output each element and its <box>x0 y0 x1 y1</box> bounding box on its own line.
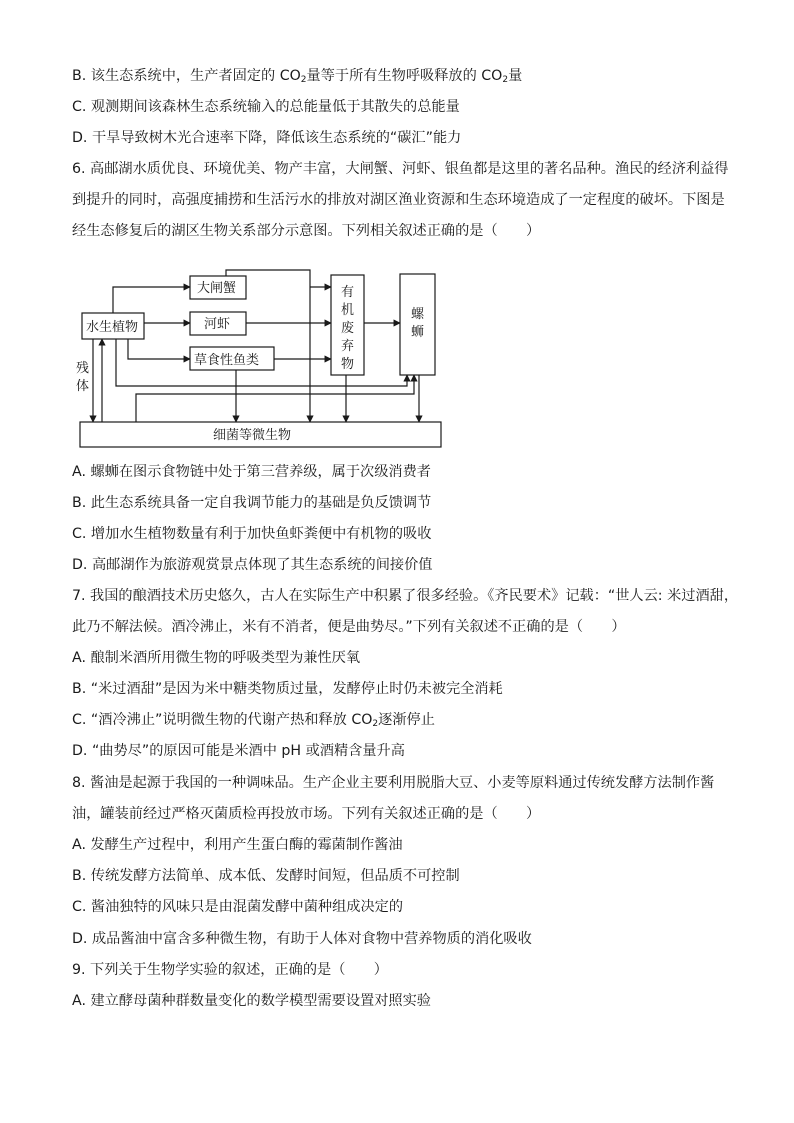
question-6-stem-line-3: 经生态修复后的湖区生物关系部分示意图。下列相关叙述正确的是（ ） <box>72 223 541 239</box>
label-residue-char: 残 <box>76 361 90 376</box>
question-8-stem-line-1: 8. 酱油是起源于我国的一种调味品。生产企业主要利用脱脂大豆、小麦等原料通过传统发酵方法制作酱 <box>72 775 715 791</box>
label-organic-waste-char: 物 <box>341 357 355 372</box>
label-crab: 大闸蟹 <box>197 281 237 296</box>
question-7-option-d: D. “曲势尽”的原因可能是米酒中 pH 或酒精含量升高 <box>72 743 405 759</box>
question-7-option-b: B. “米过酒甜”是因为米中糖类物质过量，发酵停止时仍未被完全消耗 <box>72 681 503 697</box>
label-fish: 草食性鱼类 <box>194 353 260 368</box>
subscript: 2 <box>300 75 307 85</box>
question-7-stem-line-2: 此乃不解法候。酒冷沸止，米有不消者，便是曲势尽。”下列有关叙述不正确的是（ ） <box>72 619 626 635</box>
label-residue-char: 体 <box>76 379 90 394</box>
question-6-option-c: C. 增加水生植物数量有利于加快鱼虾粪便中有机物的吸收 <box>72 526 432 542</box>
label-microbes: 细菌等微生物 <box>213 428 292 443</box>
question-7-option-a: A. 酿制米酒所用微生物的呼吸类型为兼性厌氧 <box>72 650 361 666</box>
question-6-option-b: B. 此生态系统具备一定自我调节能力的基础是负反馈调节 <box>72 495 432 511</box>
label-shrimp: 河虾 <box>204 317 231 332</box>
subscript: 2 <box>372 719 379 729</box>
label-organic-waste-char: 废 <box>341 321 355 336</box>
question-8-option-a: A. 发酵生产过程中，利用产生蛋白酶的霉菌制作酱油 <box>72 837 403 853</box>
label-organic-waste-char: 机 <box>341 303 355 318</box>
text-segment: 逐渐停止 <box>378 712 435 728</box>
question-8-option-c: C. 酱油独特的风味只是由混菌发酵中菌种组成决定的 <box>72 899 404 915</box>
question-6-option-a: A. 螺蛳在图示食物链中处于第三营养级，属于次级消费者 <box>72 464 431 480</box>
label-snail-char: 蛳 <box>411 325 425 340</box>
subscript: 2 <box>502 75 509 85</box>
text-segment: 量等于所有生物呼吸释放的 CO <box>306 68 503 84</box>
text-segment: C. “酒冷沸止”说明微生物的代谢产热和释放 CO <box>72 712 373 728</box>
question-7-option-c <box>72 710 435 730</box>
label-aquatic-plants: 水生植物 <box>86 320 139 335</box>
question-9-option-a: A. 建立酵母菌种群数量变化的数学模型需要设置对照实验 <box>72 993 431 1009</box>
question-6-stem-line-1: 6. 高邮湖水质优良、环境优美、物产丰富，大闸蟹、河虾、银鱼都是这里的著名品种。渔民的经济利益得 <box>72 161 729 177</box>
lake-food-web-diagram <box>76 268 446 453</box>
label-organic-waste-char: 有 <box>341 285 355 300</box>
label-snail-char: 螺 <box>411 307 425 322</box>
question-5-option-c: C. 观测期间该森林生态系统输入的总能量低于其散失的总能量 <box>72 99 460 115</box>
question-7-stem-line-1: 7. 我国的酿酒技术历史悠久，古人在实际生产中积累了很多经验。《齐民要术》记载：“世人云: 米过酒甜， <box>72 588 739 604</box>
question-8-stem-line-2: 油，罐装前经过严格灭菌质检再投放市场。下列有关叙述正确的是（ ） <box>72 806 541 822</box>
question-9-stem: 9. 下列关于生物学实验的叙述，正确的是（ ） <box>72 962 388 978</box>
label-organic-waste-char: 弃 <box>341 339 355 354</box>
question-8-option-b: B. 传统发酵方法简单、成本低、发酵时间短，但品质不可控制 <box>72 868 460 884</box>
question-6-stem-line-2: 到提升的同时，高强度捕捞和生活污水的排放对湖区渔业资源和生态环境造成了一定程度的破坏。下图是 <box>72 192 725 208</box>
question-5-option-d: D. 干旱导致树木光合速率下降，降低该生态系统的“碳汇”能力 <box>72 130 462 146</box>
text-segment: 量 <box>508 68 523 84</box>
question-5-option-b <box>72 66 522 86</box>
text-segment: B. 该生态系统中，生产者固定的 CO <box>72 68 301 84</box>
question-6-option-d: D. 高邮湖作为旅游观赏景点体现了其生态系统的间接价值 <box>72 557 433 573</box>
question-8-option-d: D. 成品酱油中富含多种微生物，有助于人体对食物中营养物质的消化吸收 <box>72 931 532 947</box>
